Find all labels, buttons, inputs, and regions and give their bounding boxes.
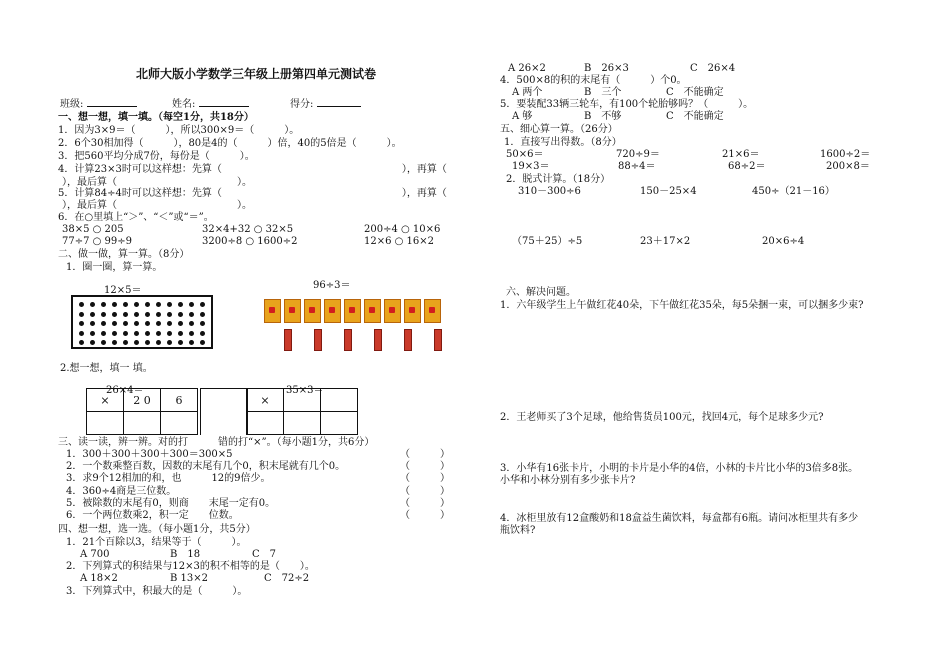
s4-q3-opt-a[interactable]: A 26×2	[508, 63, 546, 74]
answer-paren[interactable]: （ ）	[400, 486, 450, 497]
dot	[112, 312, 117, 317]
class-field[interactable]	[60, 96, 137, 111]
bundle-block	[324, 299, 341, 323]
s4-q5: 5．要装配33辆三轮车，有100个轮胎够吗？（ ）。	[500, 99, 754, 110]
grid-divider-box	[200, 388, 248, 435]
dot	[90, 340, 95, 345]
dot	[79, 340, 84, 345]
compare-2-2: 3200÷8 ○ 1600÷2	[202, 236, 298, 247]
grid-b-cell[interactable]	[321, 412, 358, 435]
s4-q1-opt-b[interactable]: B 18	[170, 549, 201, 560]
s1-q6: 6．在○里填上“＞”、“＜”或“＝”。	[58, 212, 214, 223]
dot	[178, 321, 183, 326]
problem-3-line-2: 小华和小林分别有多少张卡片?	[500, 475, 636, 486]
answer-paren[interactable]: （ ）	[400, 461, 450, 472]
s3-q4: 4．360÷4商是三位数。	[66, 486, 177, 497]
expr-12x5: 12×5＝	[104, 285, 142, 296]
oral-calc: 200×8＝	[826, 161, 870, 172]
dot	[200, 340, 205, 345]
grid-a-cell[interactable]	[124, 412, 161, 435]
dot	[79, 302, 84, 307]
dot	[156, 340, 161, 345]
dot	[156, 321, 161, 326]
dot	[145, 321, 150, 326]
section-3-heading: 三、读一读，辨一辨。对的打 错的打“×”。（每小题1分，共6分）	[58, 437, 375, 448]
s4-q2: 2．下列算式的积结果与12×3的积不相等的是（ ）。	[66, 561, 315, 572]
grid-a-expr: 26×4＝	[106, 385, 144, 396]
s1-q3: 3．把560平均分成7份，每份是（ ）。	[58, 151, 255, 162]
dot	[134, 340, 139, 345]
score-label: 得分:	[290, 99, 314, 110]
dot	[156, 331, 161, 336]
dot	[101, 331, 106, 336]
dot	[101, 321, 106, 326]
dot	[134, 302, 139, 307]
dot	[145, 302, 150, 307]
score-field[interactable]	[290, 96, 361, 111]
multiplication-grid-a	[86, 388, 198, 435]
dot	[189, 321, 194, 326]
grid-b-cell[interactable]	[284, 389, 321, 412]
s4-q2-opt-b[interactable]: B 13×2	[170, 573, 208, 584]
dot	[167, 321, 172, 326]
s4-q1-opt-a[interactable]: A 700	[80, 549, 110, 560]
problem-1: 1．六年级学生上午做红花40朵，下午做红花35朵，每5朵捆一束，可以捆多少束?	[500, 300, 864, 311]
dot	[145, 312, 150, 317]
dot	[101, 340, 106, 345]
bundle-block	[404, 299, 421, 323]
compare-2-3: 12×6 ○ 16×2	[364, 236, 435, 247]
dot	[200, 312, 205, 317]
compare-1-3: 200÷4 ○ 10×6	[364, 224, 441, 235]
problem-3-line-1: 3．小华有16张卡片，小明的卡片是小华的4倍，小林的卡片比小华的3倍多8张。	[500, 463, 859, 474]
grid-a-cell[interactable]	[87, 412, 124, 435]
single-stick	[284, 329, 292, 351]
dot	[134, 331, 139, 336]
dot	[145, 340, 150, 345]
bundle-block	[344, 299, 361, 323]
dot	[112, 331, 117, 336]
s5-q2: 2．脱式计算。（18分）	[506, 174, 611, 185]
compare-2-1: 77÷7 ○ 99÷9	[62, 236, 133, 247]
single-stick	[404, 329, 412, 351]
compare-1-2: 32×4+32 ○ 32×5	[202, 224, 294, 235]
section-2-heading: 二、做一做，算一算。（8分）	[58, 249, 190, 260]
s4-q1-opt-c[interactable]: C 7	[252, 549, 277, 560]
dot	[189, 312, 194, 317]
answer-paren[interactable]: （ ）	[400, 498, 450, 509]
s4-q5-opt-c[interactable]: C 不能确定	[666, 111, 724, 122]
dot	[123, 340, 128, 345]
step-calc: 23＋17×2	[640, 236, 691, 247]
step-calc: 20×6÷4	[762, 236, 805, 247]
s3-q6: 6．一个两位数乘2，积一定 位数。	[66, 510, 239, 521]
bundle-block	[304, 299, 321, 323]
oral-calc: 21×6＝	[722, 149, 760, 160]
dot	[178, 302, 183, 307]
s4-q3: 3．下列算式中，积最大的是（ ）。	[66, 586, 248, 597]
grid-a-cell: 6	[161, 389, 198, 412]
s4-q5-opt-a[interactable]: A 够	[512, 111, 533, 122]
s4-q4-opt-a[interactable]: A 两个	[512, 87, 543, 98]
step-calc: 310－300÷6	[518, 186, 581, 197]
section-1-heading: 一、想一想，填一填。（每空1分，共18分）	[58, 112, 254, 123]
s1-q5-cont: ），最后算（ ）。	[62, 200, 252, 211]
s2-q2: 2.想一想，填一 填。	[60, 363, 153, 374]
grid-b-cell[interactable]	[247, 412, 284, 435]
dot	[167, 340, 172, 345]
answer-paren[interactable]: （ ）	[400, 473, 450, 484]
blocks-figure	[262, 297, 447, 352]
s2-q1: 1．圈一圈，算一算。	[66, 262, 163, 273]
dot	[123, 312, 128, 317]
dot	[90, 331, 95, 336]
step-calc: 450÷（21－16）	[752, 186, 835, 197]
s4-q5-opt-b[interactable]: B 不够	[584, 111, 622, 122]
bundle-block	[384, 299, 401, 323]
page-title: 北师大版小学数学三年级上册第四单元测试卷	[136, 67, 377, 81]
problem-4-line-2: 瓶饮料?	[500, 525, 536, 536]
class-label: 班级:	[60, 99, 84, 110]
grid-a-cell: 2 0	[124, 389, 161, 412]
s3-q1: 1．300＋300＋300＋300＝300×5	[66, 449, 233, 460]
bundle-block	[364, 299, 381, 323]
s3-q5: 5．被除数的末尾有0，则商 末尾一定有0。	[66, 498, 276, 509]
s4-q4: 4．500×8的积的末尾有（ ）个0。	[500, 75, 687, 86]
section-4-heading: 四、想一想，选一选。（每小题1分，共5分）	[58, 524, 256, 535]
dot	[189, 302, 194, 307]
dot	[178, 312, 183, 317]
s5-q1: 1．直接写出得数。（8分）	[504, 137, 622, 148]
oral-calc: 50×6＝	[506, 149, 544, 160]
single-stick	[314, 329, 322, 351]
dot	[189, 331, 194, 336]
step-calc: （75＋25）÷5	[512, 236, 583, 247]
oral-calc: 1600÷2＝	[820, 149, 871, 160]
dot	[200, 331, 205, 336]
compare-1-1: 38×5 ○ 205	[62, 224, 124, 235]
section-6-heading: 六、解决问题。	[506, 287, 576, 298]
bundle-block	[424, 299, 441, 323]
grid-b-cell: ×	[247, 389, 284, 412]
multiplication-grid-b	[246, 388, 358, 435]
dot	[189, 340, 194, 345]
name-label: 姓名:	[172, 99, 196, 110]
oral-calc: 88÷4＝	[618, 161, 656, 172]
s4-q2-opt-c[interactable]: C 72÷2	[264, 573, 310, 584]
name-field[interactable]	[172, 96, 249, 111]
dot	[178, 331, 183, 336]
answer-paren[interactable]: （ ）	[400, 510, 450, 521]
dot	[200, 302, 205, 307]
grid-a-cell: ×	[87, 389, 124, 412]
s1-q5: 5．计算84÷4时可以这样想：先算（ ），再算（	[58, 188, 447, 199]
step-calc: 150－25×4	[640, 186, 697, 197]
grid-b-expr: 35×3＝	[286, 385, 324, 396]
bundle-block	[284, 299, 301, 323]
dot	[101, 312, 106, 317]
dot	[79, 312, 84, 317]
s1-q2: 2．6个30相加得（ ），80是4的（ ）倍，40的5倍是（ ）。	[58, 138, 402, 149]
s4-q4-opt-c[interactable]: C 不能确定	[666, 87, 724, 98]
s4-q3-opt-b[interactable]: B 26×3	[584, 63, 629, 74]
dot	[112, 302, 117, 307]
dot	[112, 340, 117, 345]
section-5-heading: 五、细心算一算。（26分）	[500, 124, 618, 135]
s4-q2-opt-a[interactable]: A 18×2	[80, 573, 118, 584]
dot	[90, 312, 95, 317]
s4-q4-opt-b[interactable]: B 三个	[584, 87, 622, 98]
s1-q1: 1．因为3×9＝（ ），所以300×9＝（ ）。	[58, 125, 300, 136]
dot	[134, 321, 139, 326]
oral-calc: 68÷2＝	[728, 161, 766, 172]
bundle-block	[264, 299, 281, 323]
s1-q4-cont: ），最后算（ ）。	[62, 177, 252, 188]
s4-q1: 1．21个百除以3，结果等于（ ）。	[66, 537, 247, 548]
oral-calc: 19×3＝	[512, 161, 550, 172]
dot	[123, 331, 128, 336]
dot	[200, 321, 205, 326]
dot	[178, 340, 183, 345]
dot	[134, 312, 139, 317]
answer-paren[interactable]: （ ）	[400, 449, 450, 460]
dot	[167, 302, 172, 307]
single-stick	[374, 329, 382, 351]
grid-a-cell[interactable]	[161, 412, 198, 435]
dot	[167, 331, 172, 336]
dot	[90, 302, 95, 307]
dot	[145, 331, 150, 336]
s1-q4: 4．计算23×3时可以这样想：先算（ ），再算（	[58, 164, 447, 175]
dot	[123, 302, 128, 307]
dot	[167, 312, 172, 317]
dot	[79, 321, 84, 326]
dot	[101, 302, 106, 307]
s3-q2: 2．一个数乘整百数，因数的末尾有几个0，积末尾就有几个0。	[66, 461, 346, 472]
problem-2: 2．王老师买了3个足球，他给售货员100元，找回4元，每个足球多少元?	[500, 412, 824, 423]
dot	[90, 321, 95, 326]
dot	[156, 312, 161, 317]
s3-q3: 3．求9个12相加的和，也 12的9倍少。	[66, 473, 271, 484]
problem-4-line-1: 4．冰柜里放有12盒酸奶和18盒益生菌饮料，每盒都有6瓶。请问冰柜里共有多少	[500, 513, 859, 524]
dot	[156, 302, 161, 307]
grid-b-cell[interactable]	[321, 389, 358, 412]
expr-96div3: 96÷3＝	[313, 280, 351, 291]
dot	[123, 321, 128, 326]
dot	[112, 321, 117, 326]
s4-q3-opt-c[interactable]: C 26×4	[690, 63, 736, 74]
grid-b-cell[interactable]	[284, 412, 321, 435]
single-stick	[344, 329, 352, 351]
dot	[79, 331, 84, 336]
single-stick	[434, 329, 442, 351]
oral-calc: 720÷9＝	[616, 149, 660, 160]
dot-array-figure	[71, 295, 213, 349]
